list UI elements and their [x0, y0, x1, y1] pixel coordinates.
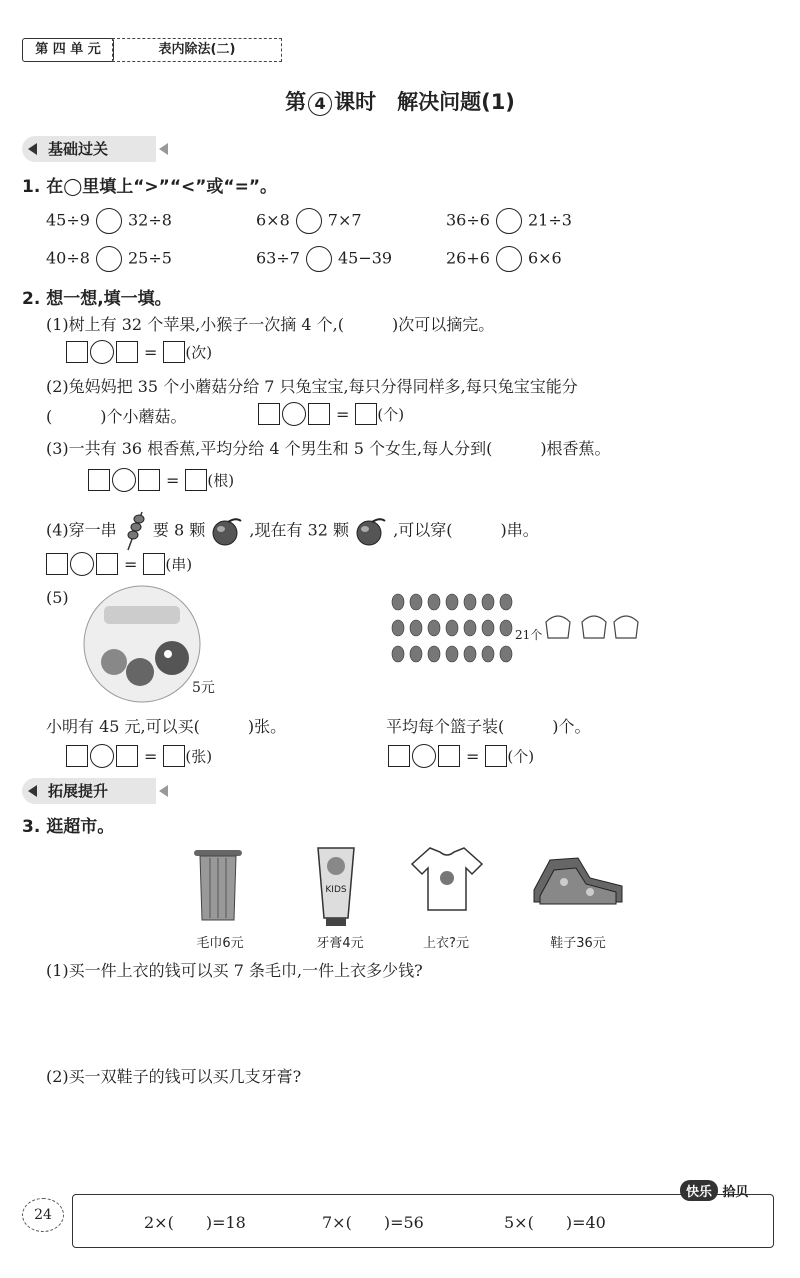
answer-box[interactable] [185, 469, 207, 491]
compare-right: 32÷8 [127, 210, 172, 230]
answer-circle[interactable] [306, 246, 332, 272]
compare-item [446, 246, 562, 272]
answer-box[interactable] [143, 553, 165, 575]
operator-circle[interactable] [112, 468, 136, 492]
compare-left: 36÷6 [446, 210, 490, 230]
compare-right: 7×7 [327, 210, 362, 230]
q2-part5-label: (5) [46, 588, 69, 607]
section-basic: 基础过关 [22, 136, 156, 162]
item-caption: 毛巾6元 [196, 936, 244, 951]
unit-label: (串) [165, 555, 193, 574]
title-prefix: 第 [285, 90, 307, 114]
answer-box[interactable] [96, 553, 118, 575]
item-caption: 上衣?元 [423, 936, 469, 951]
brand-part-a: 快乐 [680, 1180, 718, 1201]
compare-left: 6×8 [256, 210, 290, 230]
fruit-icon [354, 515, 388, 547]
q2-part4-text-a: (4)穿一串 [46, 520, 117, 540]
answer-box[interactable] [163, 745, 185, 767]
unit-label: (张) [185, 747, 213, 766]
answer-box[interactable] [66, 745, 88, 767]
operator-circle[interactable] [282, 402, 306, 426]
operator-circle[interactable] [90, 744, 114, 768]
unit-label: (次) [185, 343, 213, 362]
compare-item [46, 246, 172, 272]
answer-box[interactable] [258, 403, 280, 425]
equation-template: = (次) [66, 340, 212, 364]
svg-text:KIDS: KIDS [325, 885, 347, 895]
lesson-number: 4 [308, 92, 332, 116]
answer-box[interactable] [138, 469, 160, 491]
compare-right: 6×6 [527, 248, 562, 268]
answer-circle[interactable] [496, 208, 522, 234]
answer-box[interactable] [308, 403, 330, 425]
q2-part4-text-c: ,现在有 32 颗 [249, 520, 350, 540]
equation-template: = (个) [388, 744, 534, 768]
section-extension: 拓展提升 [22, 778, 156, 804]
answer-circle[interactable] [496, 246, 522, 272]
q2-part3: (3)一共有 36 根香蕉,平均分给 4 个男生和 5 个女生,每人分到( )根香蕉。 [46, 439, 611, 458]
q3-heading: 3. 逛超市。 [22, 817, 115, 837]
compare-left: 40÷8 [46, 248, 90, 268]
shoes-image [530, 844, 626, 910]
answer-box[interactable] [116, 745, 138, 767]
brand-logo [680, 1180, 749, 1201]
answer-box[interactable] [485, 745, 507, 767]
fruit-icon [210, 515, 244, 547]
item-caption: 鞋子36元 [550, 936, 606, 951]
compare-left: 45÷9 [46, 210, 90, 230]
compare-right: 21÷3 [527, 210, 572, 230]
compare-item [446, 208, 572, 234]
page-number: 24 [22, 1198, 64, 1232]
compare-right: 25÷5 [127, 248, 172, 268]
compare-item [256, 208, 362, 234]
footer-equation: 7×( )=56 [322, 1213, 424, 1232]
equation-template: = (串) [46, 552, 192, 576]
answer-box[interactable] [388, 745, 410, 767]
answer-box[interactable] [438, 745, 460, 767]
pineapple-count: 21个 [515, 628, 543, 642]
answer-box[interactable] [116, 341, 138, 363]
q3-part2: (2)买一双鞋子的钱可以买几支牙膏? [46, 1067, 302, 1086]
q2-part5-left-question: 小明有 45 元,可以买( )张。 [46, 717, 287, 736]
answer-box[interactable] [355, 403, 377, 425]
compare-item [46, 208, 172, 234]
q2-part5-right-question: 平均每个篮子装( )个。 [386, 717, 591, 736]
answer-box[interactable] [88, 469, 110, 491]
toothpaste-image [310, 840, 362, 928]
item-caption: 牙膏4元 [316, 936, 364, 951]
unit-label: (个) [377, 405, 405, 424]
pineapple-basket-illustration [384, 584, 640, 670]
q2-part4 [46, 510, 539, 552]
compare-right: 45−39 [337, 248, 393, 268]
footer-equation: 5×( )=40 [504, 1213, 606, 1232]
equation-template: = (个) [258, 402, 404, 426]
answer-circle[interactable] [296, 208, 322, 234]
compare-left: 26+6 [446, 248, 490, 268]
q2-heading: 2. 想一想,填一填。 [22, 289, 172, 309]
q2-part1: (1)树上有 32 个苹果,小猴子一次摘 4 个,( )次可以摘完。 [46, 315, 495, 334]
operator-circle[interactable] [412, 744, 436, 768]
answer-circle[interactable] [96, 208, 122, 234]
q2-part4-text-b: 要 8 颗 [152, 520, 206, 540]
q2-part4-text-d: ,可以穿( )串。 [393, 520, 539, 540]
answer-box[interactable] [66, 341, 88, 363]
compare-left: 63÷7 [256, 248, 300, 268]
page-title [0, 86, 800, 116]
title-suffix: 课时 解决问题(1) [334, 90, 515, 114]
q2-part2-cont: ( )个小蘑菇。 [46, 407, 187, 426]
unit-label: (根) [207, 471, 235, 490]
q3-part1: (1)买一件上衣的钱可以买 7 条毛巾,一件上衣多少钱? [46, 961, 423, 980]
footer-equation: 2×( )=18 [144, 1213, 246, 1232]
answer-circle[interactable] [96, 246, 122, 272]
unit-label: (个) [507, 747, 535, 766]
answer-box[interactable] [163, 341, 185, 363]
brand-part-b: 拾贝 [722, 1185, 749, 1200]
towel-image [190, 846, 246, 926]
unit-tab: 第 四 单 元 [22, 38, 114, 62]
shirt-image [410, 844, 484, 914]
answer-box[interactable] [46, 553, 68, 575]
q1-heading: 1. 在◯里填上“>”“<”或“=”。 [22, 177, 277, 197]
topic-tab: 表内除法(二) [112, 38, 282, 62]
equation-template: = (根) [88, 468, 234, 492]
q2-part2: (2)兔妈妈把 35 个小蘑菇分给 7 只兔宝宝,每只分得同样多,每只兔宝宝能分 [46, 377, 578, 396]
equation-template: = (张) [66, 744, 212, 768]
operator-circle[interactable] [90, 340, 114, 364]
operator-circle[interactable] [70, 552, 94, 576]
compare-item [256, 246, 392, 272]
skewer-icon [124, 510, 146, 552]
ticket-price: 5元 [192, 680, 215, 696]
